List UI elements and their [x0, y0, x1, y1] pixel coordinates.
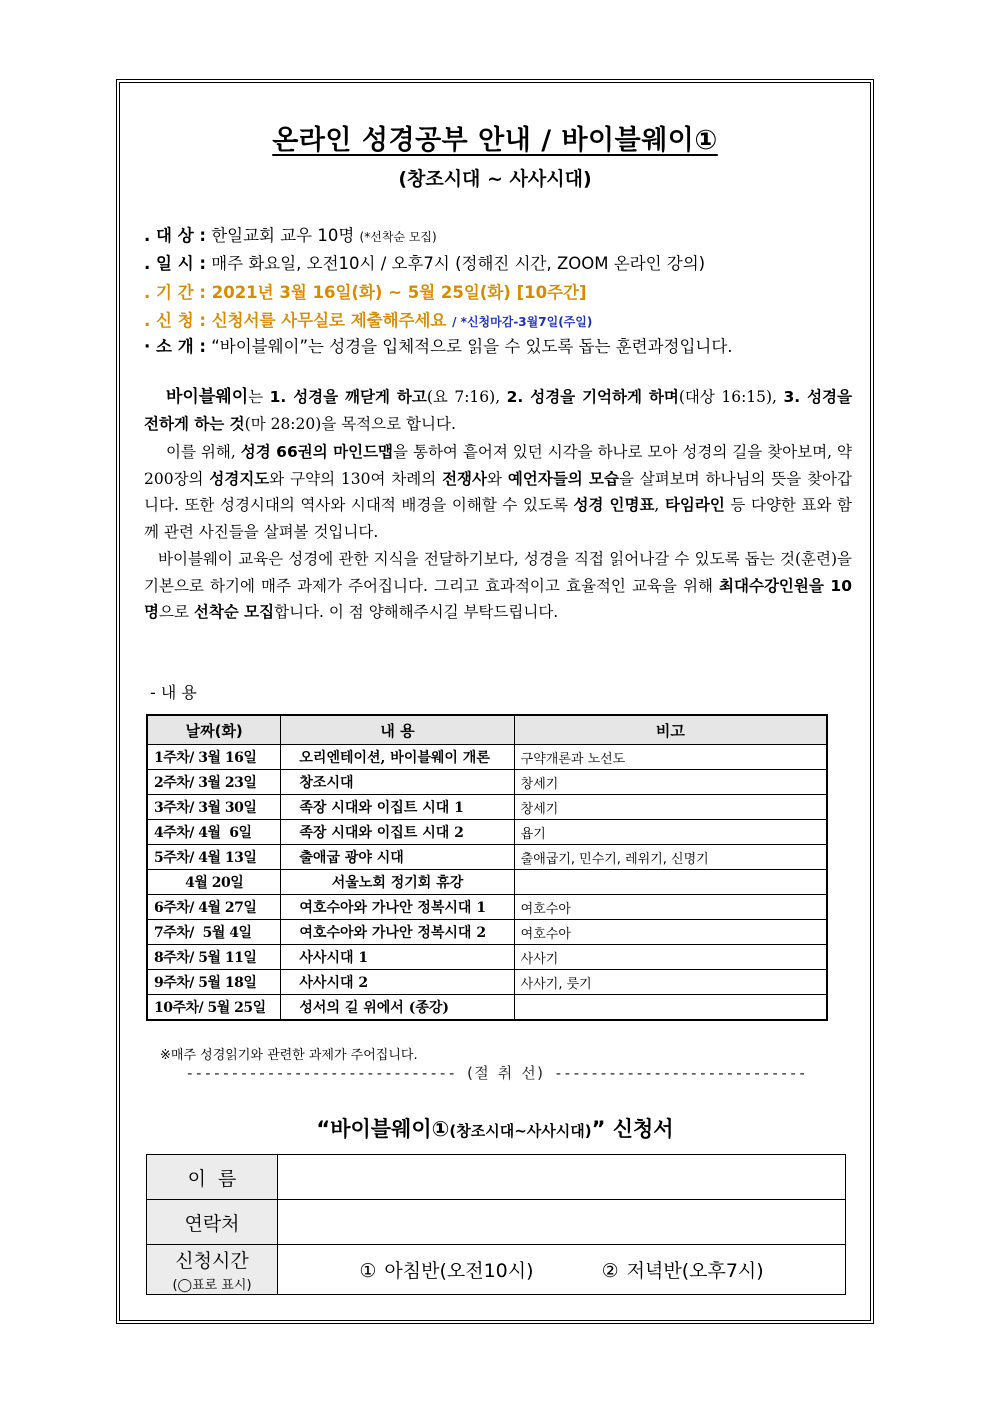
schedule-topic: 창조시대 — [281, 770, 514, 795]
paragraph-method: 이를 위해, 성경 66권의 마인드맵을 통하여 흩어져 있던 시각을 하나로 모아 성경의 길을 찾아보며, 약 200장의 성경지도와 구약의 130여 차례의 전쟁사와 예언자들의 모습을 살펴보며 하나님의 뜻을 찾아갑니다. 또한 성경시대의 역사와 시대적 배경을 이해할 수 있도록 성경 인명표, 타임라인 등 다양한 표와 함께 관련 사진들을 살펴볼 것입니다. — [144, 443, 852, 541]
info-schedule: . 일 시 : 매주 화요일, 오전10시 / 오후7시 (정해진 시간, ZOOM 온라인 강의) — [144, 254, 706, 273]
contact-field[interactable] — [278, 1200, 846, 1245]
name-label: 이 름 — [147, 1155, 278, 1200]
time-options — [278, 1245, 846, 1295]
table-row — [147, 820, 827, 845]
table-row — [147, 870, 827, 895]
table-row — [147, 895, 827, 920]
schedule-header-content: 내 용 — [281, 715, 514, 745]
schedule-topic: 사사시대 1 — [281, 945, 514, 970]
page-title: 온라인 성경공부 안내 / 바이블웨이① — [272, 125, 718, 156]
schedule-date: 6주차/ 4월 27일 — [147, 895, 281, 920]
info-intro: · 소 개 : “바이블웨이”는 성경을 입체적으로 읽을 수 있도록 돕는 훈련과정입니다. — [144, 337, 733, 356]
option-evening[interactable]: ② 저녁반(오후7시) — [601, 1260, 764, 1282]
schedule-topic: 여호수아와 가나안 정복시대 2 — [281, 920, 514, 945]
table-row — [147, 845, 827, 870]
schedule-header-row — [147, 715, 827, 745]
section-label-content: - 내 용 — [150, 683, 197, 702]
schedule-note: ※매주 성경읽기와 관련한 과제가 주어집니다. — [160, 1048, 418, 1063]
schedule-date: 10주차/ 5월 25일 — [147, 995, 281, 1021]
form-row-contact — [147, 1200, 846, 1245]
schedule-topic: 성서의 길 위에서 (종강) — [281, 995, 514, 1021]
time-note: (◯표로 표시) — [172, 1278, 252, 1293]
schedule-date: 8주차/ 5월 11일 — [147, 945, 281, 970]
schedule-remark: 구약개론과 노선도 — [514, 745, 827, 770]
option-morning[interactable]: ① 아침반(오전10시) — [359, 1260, 534, 1282]
schedule-remark — [514, 995, 827, 1021]
cut-line: ------------------------------ (절 취 선) ---------------------------- — [185, 1064, 807, 1082]
table-row — [147, 745, 827, 770]
schedule-header-note: 비고 — [514, 715, 827, 745]
schedule-remark: 여호수아 — [514, 895, 827, 920]
schedule-date: 1주차/ 3월 16일 — [147, 745, 281, 770]
time-label: 신청시간 — [175, 1250, 249, 1272]
schedule-topic: 출애굽 광야 시대 — [281, 845, 514, 870]
schedule-remark: 여호수아 — [514, 920, 827, 945]
application-form — [146, 1154, 846, 1295]
form-row-time — [147, 1245, 846, 1295]
name-field[interactable] — [278, 1155, 846, 1200]
page-subtitle: (창조시대 ~ 사사시대) — [398, 168, 592, 190]
info-period: . 기 간 : 2021년 3월 16일(화) ~ 5월 25일(화) [10주간] — [144, 283, 587, 302]
schedule-remark: 욥기 — [514, 820, 827, 845]
schedule-remark: 사사기, 룻기 — [514, 970, 827, 995]
schedule-date: 3주차/ 3월 30일 — [147, 795, 281, 820]
schedule-table — [146, 714, 828, 1021]
schedule-remark: 출애굽기, 민수기, 레위기, 신명기 — [514, 845, 827, 870]
schedule-date: 2주차/ 3월 23일 — [147, 770, 281, 795]
form-row-name — [147, 1155, 846, 1200]
table-row — [147, 970, 827, 995]
schedule-date: 7주차/ 5월 4일 — [147, 920, 281, 945]
schedule-topic: 서울노회 정기회 휴강 — [281, 870, 514, 895]
schedule-remark: 사사기 — [514, 945, 827, 970]
schedule-remark — [514, 870, 827, 895]
info-apply: . 신 청 : 신청서를 사무실로 제출해주세요 / *신청마감-3월7일(주일) — [144, 311, 593, 330]
table-row — [147, 920, 827, 945]
table-row — [147, 795, 827, 820]
info-target: . 대 상 : 한일교회 교우 10명 (*선착순 모집) — [144, 226, 437, 245]
schedule-remark: 창세기 — [514, 795, 827, 820]
schedule-topic: 족장 시대와 이집트 시대 2 — [281, 820, 514, 845]
table-row — [147, 770, 827, 795]
contact-label: 연락처 — [147, 1200, 278, 1245]
paragraph-training: 바이블웨이 교육은 성경에 관한 지식을 전달하기보다, 성경을 직접 읽어나갈 수 있도록 돕는 것(훈련)을 기본으로 하기에 매주 과제가 주어집니다. 그리고 효과적이고 효율적인 교육을 위해 최대수강인원을 10명으로 선착순 모집합니다. 이 점 양해해주시길 부탁드립니다. — [144, 550, 852, 621]
schedule-date: 4월 20일 — [147, 870, 281, 895]
schedule-header-date: 날짜(화) — [147, 715, 281, 745]
schedule-date: 9주차/ 5월 18일 — [147, 970, 281, 995]
time-label-cell — [147, 1245, 278, 1295]
schedule-topic: 사사시대 2 — [281, 970, 514, 995]
application-title: “바이블웨이①(창조시대~사사시대)” 신청서 — [316, 1117, 674, 1141]
schedule-topic: 오리엔테이션, 바이블웨이 개론 — [281, 745, 514, 770]
schedule-topic: 여호수아와 가나안 정복시대 1 — [281, 895, 514, 920]
schedule-remark: 창세기 — [514, 770, 827, 795]
schedule-topic: 족장 시대와 이집트 시대 1 — [281, 795, 514, 820]
table-row — [147, 995, 827, 1021]
table-row — [147, 945, 827, 970]
schedule-date: 4주차/ 4월 6일 — [147, 820, 281, 845]
paragraph-purpose: 바이블웨이는 1. 성경을 깨닫게 하고(요 7:16), 2. 성경을 기억하게 하며(대상 16:15), 3. 성경을 전하게 하는 것(마 28:20)을 목적으로 합니다. — [144, 387, 853, 433]
schedule-date: 5주차/ 4월 13일 — [147, 845, 281, 870]
